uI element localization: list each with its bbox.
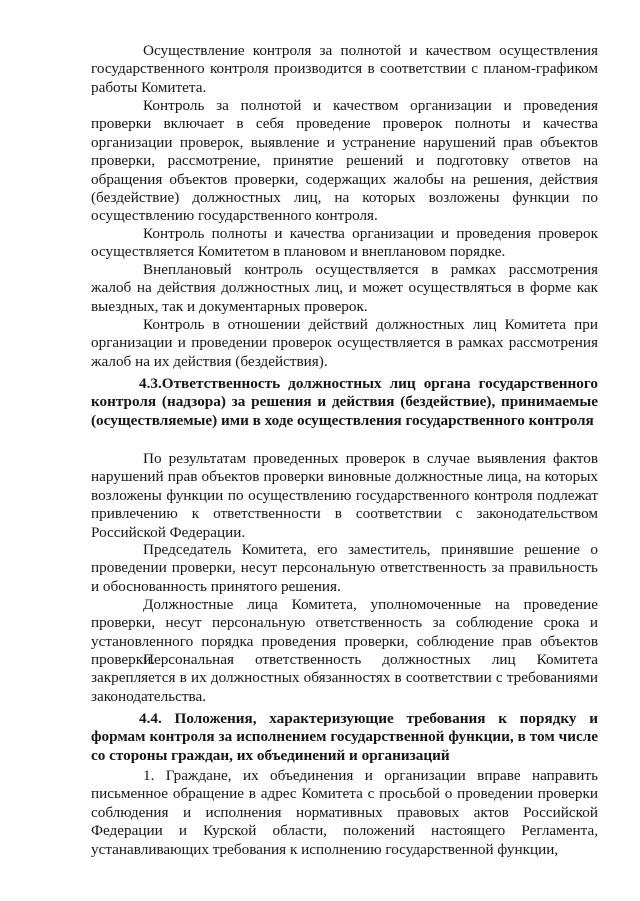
paragraph: 1. Граждане, их объединения и организации вправе направить письменное обращение в адрес Комитета с просьбой о проведении проверки соблюдения и исполнения нормативных правовых актов Российской Федерации и Курской области, положений настоящего Регламента, устанавливающих требования к исполнению государственной функции, (91, 767, 598, 858)
paragraph: По результатам проведенных проверок в случае выявления фактов нарушений прав объектов проверки виновные должностные лица, на которых возложены функции по осуществлению государственного контроля подлежат привлечению к ответственности в соответствии с законодательством Российской Федерации. (91, 450, 598, 541)
paragraph: Осуществление контроля за полнотой и качеством осуществления государственного контроля производится в соответствии с планом-графиком работы Комитета. (91, 42, 598, 96)
section-heading-4-4: 4.4. Положения, характеризующие требования к порядку и формам контроля за исполнением государственной функции, в том числе со стороны граждан, их объединений и организаций (91, 710, 598, 764)
paragraph: Контроль за полнотой и качеством организации и проведения проверки включает в себя проведение проверок полноты и качества организации проверок, выявление и устранение нарушений прав объектов проверки, рассмотрение, принятие решений и подготовку ответов на обращения объектов проверки, содержащих жалобы на решения, действия (бездействие) должностных лиц, на которых возложены функции по осуществлению государственного контроля. (91, 97, 598, 225)
paragraph: Персональная ответственность должностных лиц Комитета закрепляется в их должностных обязанностях в соответствии с требованиями законодательства. (91, 651, 598, 705)
paragraph: Контроль в отношении действий должностных лиц Комитета при организации и проведении проверок осуществляется в рамках рассмотрения жалоб на их действия (бездействия). (91, 316, 598, 370)
paragraph: Председатель Комитета, его заместитель, принявшие решение о проведении проверки, несут персональную ответственность за правильность и обоснованность принятого решения. (91, 541, 598, 595)
section-heading-4-3: 4.3.Ответственность должностных лиц органа государственного контроля (надзора) за решения и действия (бездействие), принимаемые (осуществляемые) ими в ходе осуществления государственного контроля (91, 375, 598, 429)
paragraph: Внеплановый контроль осуществляется в рамках рассмотрения жалоб на действия должностных лиц, и может осуществляться в форме как выездных, так и документарных проверок. (91, 261, 598, 315)
paragraph: Контроль полноты и качества организации и проведения проверок осуществляется Комитетом в плановом и внеплановом порядке. (91, 225, 598, 261)
paragraph: Должностные лица Комитета, уполномоченные на проведение проверки, несут персональную ответственность за соблюдение срока и установленного порядка проведения проверки, соблюдение прав объектов проверки. (91, 596, 598, 669)
